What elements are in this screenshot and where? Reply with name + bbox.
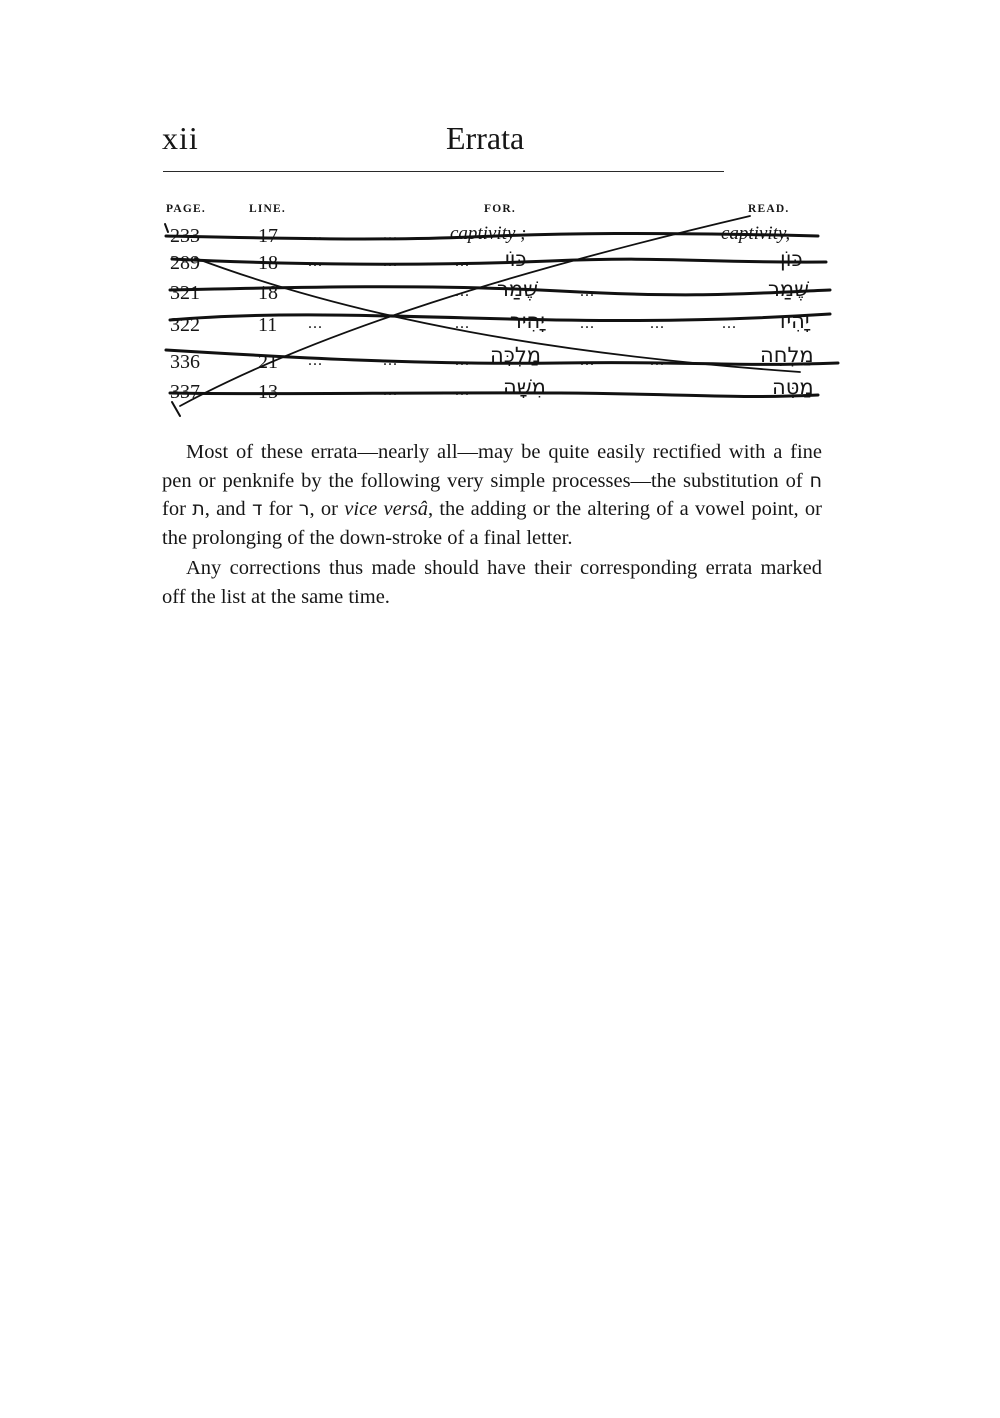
row-3-for: שֶׁמַר — [497, 277, 538, 301]
row-2-line: 18 — [258, 252, 278, 274]
row-1-read: captivity, — [721, 223, 791, 244]
row-5-leader-2: ... — [383, 352, 398, 369]
row-5-leader: ... — [308, 352, 323, 369]
column-head-read: READ. — [748, 203, 790, 215]
column-head-line: LINE. — [249, 203, 286, 215]
row-4-leader: ... — [308, 315, 323, 332]
row-3-read: שֶׁמַר — [768, 277, 809, 301]
page-title: Errata — [446, 120, 525, 156]
note-text-for-1: for — [162, 498, 193, 520]
hebrew-letter-resh: ר — [298, 498, 310, 520]
row-5-leader-4: ... — [580, 352, 595, 369]
note-text-1a: Most of these errata—nearly all—may be quite easily rectified with a fine pen or penknife by the following very simple processes—the substitution of — [162, 441, 822, 492]
note-paragraph-1 — [162, 438, 822, 552]
column-head-page: PAGE. — [166, 203, 206, 215]
row-4-leader-3: ... — [580, 315, 595, 332]
row-6-for: מִשָּׁה — [503, 375, 546, 399]
row-2-page: 289 — [170, 252, 200, 274]
row-3-page: 321 — [170, 282, 200, 304]
row-1-leader-2: ... — [383, 226, 398, 243]
row-4-leader-4: ... — [650, 315, 665, 332]
row-5-line: 21 — [258, 351, 278, 373]
row-1-for: captivity ; — [450, 223, 527, 244]
row-4-leader-2: ... — [455, 315, 470, 332]
note-text-1b: , the adding or the altering of a vowel point, or the prolonging of the down-stroke of a final letter. — [162, 498, 822, 549]
row-5-leader-3: ... — [455, 352, 470, 369]
hebrew-letter-tav: ת — [192, 498, 205, 520]
row-4-for: יָהִיר — [510, 309, 545, 333]
note-text-and: , and — [204, 498, 252, 520]
header-rule — [163, 171, 724, 172]
row-3-leader-2: ... — [580, 283, 595, 300]
note-vice-versa: vice versâ — [344, 498, 428, 520]
row-3-line: 18 — [258, 282, 278, 304]
row-3-leader: ... — [455, 283, 470, 300]
note-block — [162, 438, 822, 611]
row-4-leader-5: ... — [722, 315, 737, 332]
row-6-page: 337 — [170, 381, 200, 403]
row-6-line: 13 — [258, 381, 278, 403]
row-4-read: יָהִיד — [775, 309, 810, 333]
row-6-leader: ... — [383, 382, 398, 399]
row-5-leader-5: ... — [650, 352, 665, 369]
note-paragraph-2: Any corrections thus made should have their corresponding errata marked off the list at the same time. — [162, 557, 822, 608]
page-number: xii — [162, 120, 199, 156]
row-1-leader: ... — [308, 226, 323, 243]
column-head-for: FOR. — [484, 203, 516, 215]
row-5-read: מַלְחָה — [760, 343, 814, 367]
row-2-for: כּוֹי — [505, 247, 527, 271]
row-6-leader-2: ... — [455, 382, 470, 399]
row-1-line: 17 — [258, 225, 278, 247]
row-6-read: מַטָּה — [772, 375, 814, 399]
row-5-for: מַלְכָּה — [490, 343, 542, 367]
row-4-line: 11 — [258, 314, 278, 336]
row-1-page: 233 — [170, 225, 200, 247]
row-4-page: 322 — [170, 314, 200, 336]
note-text-for-2: for — [262, 498, 299, 520]
hebrew-letter-dalet: ד — [251, 498, 263, 520]
row-2-leader-2: ... — [383, 253, 398, 270]
row-5-page: 336 — [170, 351, 200, 373]
hebrew-letter-het: ח — [809, 469, 822, 492]
row-2-leader-3: ... — [455, 253, 470, 270]
note-text-or: , or — [309, 498, 345, 520]
row-2-read: כּוֹן — [780, 247, 803, 271]
row-2-leader: ... — [308, 253, 323, 270]
